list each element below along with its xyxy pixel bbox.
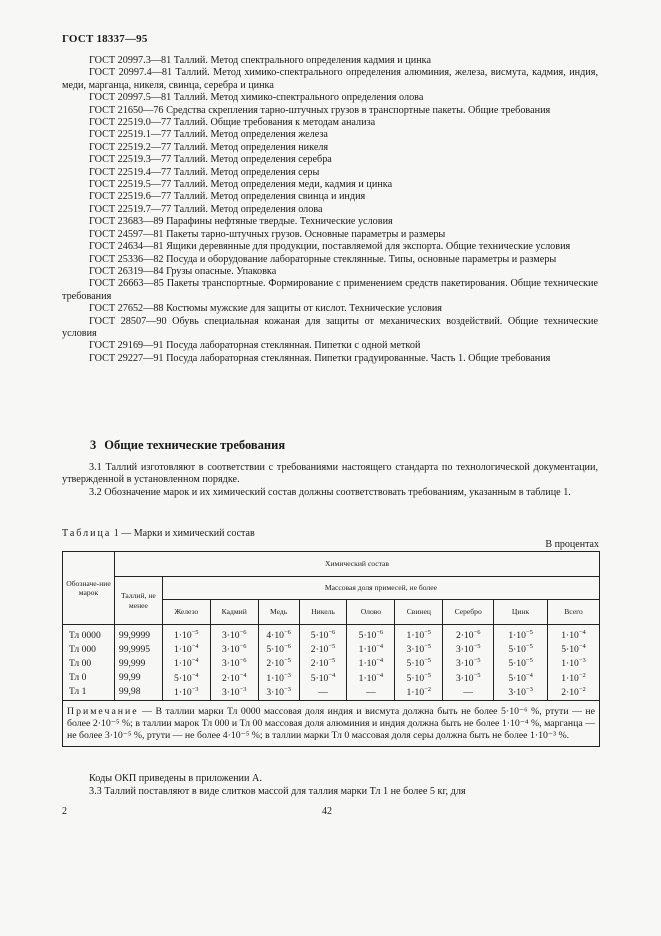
- value-exponent: −4: [328, 671, 336, 679]
- paragraph: 3.3 Таллий поставляют в виде слитков массой для таллия марки Тл 1 не более 5 кг, для: [89, 785, 466, 797]
- cell-value: [494, 671, 548, 685]
- value-mantissa: 1·10: [358, 658, 377, 670]
- header-impurities: Массовая доля примесей, не более: [162, 577, 599, 600]
- reference-item: ГОСТ 22519.6—77 Таллий. Метод определения свинца и индия: [89, 191, 366, 203]
- value-mantissa: 5·10: [406, 672, 425, 684]
- cell-value: [299, 625, 347, 643]
- cell-value: [548, 642, 600, 656]
- value-exponent: −4: [191, 671, 199, 679]
- value-mantissa: 2·10: [266, 658, 284, 670]
- note-label: Примечание: [67, 705, 139, 717]
- header-element: Кадмий: [210, 600, 258, 625]
- value-exponent: −2: [578, 685, 586, 693]
- cell-grade: Тл 0: [63, 671, 115, 685]
- value-exponent: −6: [239, 629, 247, 636]
- value-exponent: −4: [376, 643, 384, 651]
- cell-value: [548, 685, 600, 701]
- value-exponent: −4: [578, 643, 586, 651]
- reference-item: ГОСТ 20997.3—81 Таллий. Метод спектрального определения кадмия и цинка: [89, 55, 431, 66]
- cell-value: [162, 656, 210, 670]
- value-mantissa: 5·10: [358, 630, 377, 642]
- value-exponent: −4: [191, 657, 199, 665]
- reference-item: ГОСТ 22519.1—77 Таллий. Метод определения железа: [89, 129, 328, 141]
- value-mantissa: 3·10: [221, 686, 240, 698]
- reference-item: ГОСТ 22519.5—77 Таллий. Метод определения меди, кадмия и цинка: [89, 179, 393, 191]
- reference-item: ГОСТ 28507—90 Обувь специальная кожаная для защиты от механических воздействий. Общие технические условия: [62, 315, 598, 339]
- cell-purity: 99,9995: [114, 642, 162, 656]
- header-thallium-min: Таллий, не менее: [114, 577, 162, 625]
- table-row: [63, 685, 600, 701]
- table-caption-label: Таблица: [62, 528, 112, 539]
- page-number-alt: 42: [322, 806, 332, 817]
- value-mantissa: 3·10: [455, 658, 474, 670]
- header-element: Цинк: [494, 600, 548, 625]
- cell-value: [210, 671, 258, 685]
- cell-value: [162, 625, 210, 643]
- value-mantissa: 1·10: [174, 630, 192, 642]
- value-mantissa: 2·10: [455, 630, 474, 642]
- cell-value: [299, 642, 347, 656]
- table-caption-text: 1 — Марки и химический состав: [111, 528, 255, 539]
- cell-value: [210, 656, 258, 670]
- section-number: 3: [90, 438, 97, 452]
- header-element: Олово: [347, 600, 395, 625]
- cell-value: [299, 671, 347, 685]
- value-exponent: −5: [473, 671, 481, 679]
- reference-item: ГОСТ 22519.7—77 Таллий. Метод определения олова: [89, 203, 323, 215]
- cell-value: [443, 685, 494, 701]
- cell-value: [162, 671, 210, 685]
- cell-value: [162, 642, 210, 656]
- reference-item: ГОСТ 26663—85 Пакеты транспортные. Формирование с применением средств пакетирования. Общие технические требования: [62, 278, 598, 302]
- value-mantissa: 5·10: [310, 630, 329, 642]
- reference-item: ГОСТ 29227—91 Посуда лабораторная стеклянная. Пипетки градуированные. Часть 1. Общие требования: [89, 352, 551, 364]
- header-element: Медь: [258, 600, 299, 625]
- page-number: 2: [62, 806, 67, 817]
- composition-table: [62, 551, 600, 747]
- table-row: [63, 642, 600, 656]
- reference-item: ГОСТ 23683—89 Парафины нефтяные твердые. Технические условия: [89, 216, 393, 228]
- cell-value: [443, 656, 494, 670]
- value-mantissa: 1·10: [266, 672, 284, 684]
- cell-grade: Тл 1: [63, 685, 115, 701]
- value-mantissa: 3·10: [508, 686, 526, 698]
- cell-value: [395, 656, 443, 670]
- reference-item: ГОСТ 21650—76 Средства скрепления тарно-штучных грузов в транспортные пакеты. Общие требования: [89, 104, 551, 116]
- cell-value: [494, 625, 548, 643]
- cell-value: [548, 656, 600, 670]
- cell-value: [494, 642, 548, 656]
- value-exponent: −5: [525, 643, 533, 651]
- value-exponent: −4: [376, 657, 384, 665]
- value-mantissa: 1·10: [174, 644, 192, 656]
- reference-item: ГОСТ 24597—81 Пакеты тарно-штучных грузов. Основные параметры и размеры: [89, 228, 446, 240]
- cell-purity: 99,98: [114, 685, 162, 701]
- value-exponent: −4: [525, 671, 533, 679]
- cell-value: [395, 685, 443, 701]
- cell-purity: 99,99: [114, 671, 162, 685]
- value-mantissa: 3·10: [221, 644, 240, 656]
- cell-grade: Тл 00: [63, 656, 115, 670]
- paragraph: Коды ОКП приведены в приложении А.: [89, 773, 262, 784]
- value-mantissa: 1·10: [508, 630, 526, 642]
- value-exponent: −3: [239, 685, 247, 693]
- reference-item: ГОСТ 25336—82 Посуда и оборудование лабораторные стеклянные. Типы, основные параметры и размеры: [89, 253, 557, 265]
- reference-item: ГОСТ 22519.4—77 Таллий. Метод определения серы: [89, 166, 320, 178]
- cell-value: [258, 642, 299, 656]
- value-exponent: −6: [376, 629, 384, 636]
- value-exponent: −5: [473, 643, 481, 651]
- value-exponent: −5: [525, 657, 533, 665]
- cell-value: [347, 671, 395, 685]
- cell-value: [494, 656, 548, 670]
- paragraph: 3.1 Таллий изготовляют в соответствии с требованиями настоящего стандарта по технологической документации, утвержденной в установленном порядке.: [62, 462, 598, 486]
- header-element: Свинец: [395, 600, 443, 625]
- cell-value: [258, 656, 299, 670]
- value-mantissa: —: [318, 686, 328, 698]
- value-exponent: −5: [424, 629, 432, 636]
- value-mantissa: 1·10: [406, 630, 425, 642]
- value-mantissa: 3·10: [406, 644, 425, 656]
- header-element: Железо: [162, 600, 210, 625]
- value-exponent: −4: [191, 643, 199, 651]
- normative-references: [62, 55, 598, 365]
- value-exponent: −3: [525, 685, 533, 693]
- note-text: — В таллии марки Тл 0000 массовая доля индия и висмута должна быть не более 5·10⁻⁶ %, ртути — не более 2·10⁻⁵ %; в таллии марок Тл 000 и Тл 00 массовая доля алюминия и индия должна быть не более 1·10⁻⁴ %, марганца — не более 3·10⁻⁵ %, ртути — не более 4·10⁻⁵ %; в таллии марки Тл 0 массовая доля серы должна быть не более 1·10⁻³ %.: [67, 705, 595, 742]
- section-title: Общие технические требования: [104, 438, 286, 452]
- section-heading: [90, 438, 285, 453]
- value-mantissa: 5·10: [266, 644, 284, 656]
- cell-value: [347, 625, 395, 643]
- value-mantissa: 1·10: [561, 672, 579, 684]
- cell-purity: 99,999: [114, 656, 162, 670]
- paragraph: 3.2 Обозначение марок и их химический состав должны соответствовать требованиям, указанным в таблице 1.: [89, 486, 571, 498]
- cell-value: [443, 642, 494, 656]
- cell-value: [347, 642, 395, 656]
- value-mantissa: 2·10: [310, 658, 329, 670]
- document-header: ГОСТ 18337—95: [62, 33, 148, 45]
- value-mantissa: 5·10: [508, 672, 526, 684]
- value-mantissa: 1·10: [406, 686, 425, 698]
- table-row: [63, 625, 600, 643]
- value-exponent: −5: [424, 657, 432, 665]
- value-mantissa: 2·10: [561, 686, 579, 698]
- value-exponent: −5: [424, 643, 432, 651]
- cell-value: [210, 625, 258, 643]
- cell-value: [347, 685, 395, 701]
- value-exponent: −5: [328, 657, 336, 665]
- value-exponent: −4: [239, 671, 247, 679]
- value-mantissa: —: [366, 686, 376, 698]
- reference-item: ГОСТ 24634—81 Ящики деревянные для продукции, поставляемой для экспорта. Общие технические условия: [89, 241, 571, 253]
- value-exponent: −4: [578, 629, 586, 636]
- table-row: [63, 671, 600, 685]
- header-element: Никель: [299, 600, 347, 625]
- cell-value: [443, 671, 494, 685]
- value-exponent: −3: [283, 671, 291, 679]
- value-mantissa: 1·10: [174, 686, 192, 698]
- value-exponent: −5: [191, 629, 199, 636]
- value-mantissa: 5·10: [561, 644, 579, 656]
- value-mantissa: —: [463, 686, 473, 698]
- value-exponent: −5: [473, 657, 481, 665]
- table-note: [63, 700, 600, 746]
- value-mantissa: 1·10: [174, 658, 192, 670]
- value-exponent: −5: [525, 629, 533, 636]
- cell-value: [347, 656, 395, 670]
- value-exponent: −5: [283, 657, 291, 665]
- value-mantissa: 3·10: [221, 658, 240, 670]
- section-body-top: [62, 462, 598, 499]
- value-mantissa: 5·10: [508, 658, 526, 670]
- value-mantissa: 5·10: [406, 658, 425, 670]
- value-mantissa: 3·10: [455, 644, 474, 656]
- value-mantissa: 2·10: [221, 672, 240, 684]
- cell-value: [258, 625, 299, 643]
- value-exponent: −3: [283, 685, 291, 693]
- value-mantissa: 1·10: [358, 644, 377, 656]
- reference-item: ГОСТ 26319—84 Грузы опасные. Упаковка: [89, 265, 277, 277]
- value-mantissa: 3·10: [455, 672, 474, 684]
- header-element: Всего: [548, 600, 600, 625]
- value-exponent: −6: [239, 643, 247, 651]
- cell-grade: Тл 0000: [63, 625, 115, 643]
- value-exponent: −6: [239, 657, 247, 665]
- header-chemical-composition: Химический состав: [114, 552, 599, 577]
- value-mantissa: 4·10: [266, 630, 284, 642]
- cell-value: [395, 671, 443, 685]
- value-exponent: −5: [424, 671, 432, 679]
- value-mantissa: 1·10: [561, 630, 579, 642]
- reference-item: ГОСТ 22519.3—77 Таллий. Метод определения серебра: [89, 154, 332, 166]
- cell-value: [395, 625, 443, 643]
- cell-value: [258, 671, 299, 685]
- reference-item: ГОСТ 27652—88 Костюмы мужские для защиты от кислот. Технические условия: [89, 303, 442, 315]
- value-mantissa: 1·10: [561, 658, 579, 670]
- cell-value: [395, 642, 443, 656]
- value-exponent: −6: [473, 629, 481, 636]
- cell-value: [162, 685, 210, 701]
- value-mantissa: 3·10: [266, 686, 284, 698]
- cell-purity: 99,9999: [114, 625, 162, 643]
- cell-value: [210, 685, 258, 701]
- cell-value: [548, 625, 600, 643]
- value-mantissa: 5·10: [508, 644, 526, 656]
- cell-value: [210, 642, 258, 656]
- value-mantissa: 3·10: [221, 630, 240, 642]
- value-exponent: −6: [328, 629, 336, 636]
- cell-value: [548, 671, 600, 685]
- value-exponent: −3: [578, 657, 586, 665]
- header-element: Серебро: [443, 600, 494, 625]
- value-exponent: −3: [191, 685, 199, 693]
- value-mantissa: 1·10: [358, 672, 377, 684]
- value-exponent: −6: [283, 629, 291, 636]
- cell-value: [299, 685, 347, 701]
- reference-item: ГОСТ 20997.4—81 Таллий. Метод химико-спектрального определения алюминия, железа, висмута, кадмия, индия, меди, марганца, никеля, свинца, серебра и цинка: [62, 67, 598, 91]
- cell-value: [494, 685, 548, 701]
- reference-item: ГОСТ 22519.0—77 Таллий. Общие требования к методам анализа: [89, 117, 376, 129]
- table-caption: [62, 528, 255, 539]
- reference-item: ГОСТ 29169—91 Посуда лабораторная стеклянная. Пипетки с одной меткой: [89, 340, 421, 352]
- value-exponent: −4: [376, 671, 384, 679]
- cell-value: [443, 625, 494, 643]
- header-grade: Обозначе-ние марок: [63, 552, 115, 625]
- table-unit: В процентах: [545, 539, 599, 550]
- value-mantissa: 2·10: [310, 644, 329, 656]
- value-mantissa: 5·10: [310, 672, 329, 684]
- section-body-bottom: [62, 773, 598, 799]
- cell-grade: Тл 000: [63, 642, 115, 656]
- value-exponent: −2: [424, 685, 432, 693]
- value-exponent: −2: [578, 671, 586, 679]
- value-mantissa: 5·10: [174, 672, 192, 684]
- value-exponent: −6: [283, 643, 291, 651]
- cell-value: [258, 685, 299, 701]
- value-exponent: −5: [328, 643, 336, 651]
- reference-item: ГОСТ 20997.5—81 Таллий. Метод химико-спектрального определения олова: [89, 92, 424, 104]
- table-row: [63, 656, 600, 670]
- cell-value: [299, 656, 347, 670]
- reference-item: ГОСТ 22519.2—77 Таллий. Метод определения никеля: [89, 141, 329, 153]
